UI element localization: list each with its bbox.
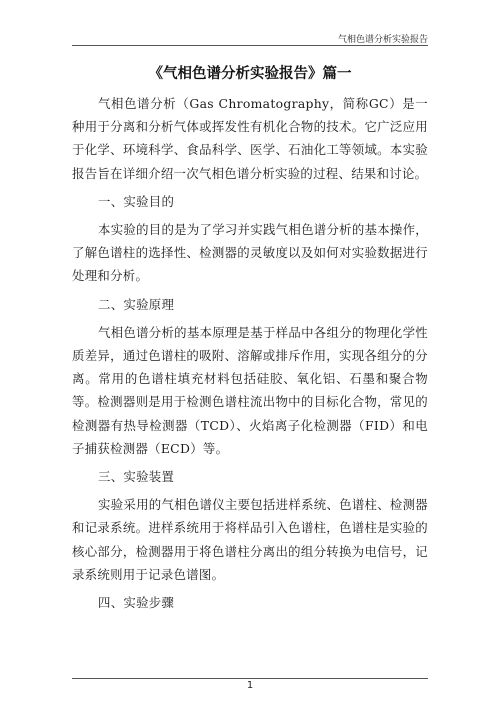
- apparatus-paragraph: 实验采用的气相色谱仪主要包括进样系统、色谱柱、检测器和记录系统。进样系统用于将样品引入色谱柱，色谱柱是实验的核心部分，检测器用于将色谱柱分离出的组分转换为电信号，记录系统则用于记录色谱图。: [72, 497, 428, 582]
- principle-paragraph: 气相色谱分析的基本原理是基于样品中各组分的物理化学性质差异，通过色谱柱的吸附、溶解或排斥作用，实现各组分的分离。常用的色谱柱填充材料包括硅胶、氧化铝、石墨和聚合物等。检测器则是用于检测色谱柱流出物中的目标化合物，常见的检测器有热导检测器（TCD）、火焰离子化检测器（FID）和电子捕获检测器（ECD）等。: [72, 324, 428, 456]
- purpose-paragraph: 本实验的目的是为了学习并实践气相色谱分析的基本操作，了解色谱柱的选择性、检测器的灵敏度以及如何对实验数据进行处理和分析。: [72, 222, 428, 284]
- intro-paragraph: 气相色谱分析（Gas Chromatography，简称GC）是一种用于分离和分析气体或挥发性有机化合物的技术。它广泛应用于化学、环境科学、食品科学、医学、石油化工等领域。本实验报告旨在详细介绍一次气相色谱分析实验的过程、结果和讨论。: [72, 96, 428, 181]
- section-heading-principle: 二、实验原理: [98, 296, 175, 312]
- document-body: [72, 92, 428, 619]
- running-header: 气相色谱分析实验报告: [337, 35, 428, 45]
- page-number: 1: [246, 680, 254, 691]
- document-title: 《气相色谱分析实验报告》篇一: [148, 66, 352, 82]
- section-heading-purpose: 一、实验目的: [98, 193, 175, 209]
- section-heading-procedure: 四、实验步骤: [98, 595, 175, 611]
- section-heading-apparatus: 三、实验装置: [98, 469, 175, 485]
- header-rule: [72, 45, 428, 46]
- footer-rule: [72, 678, 428, 679]
